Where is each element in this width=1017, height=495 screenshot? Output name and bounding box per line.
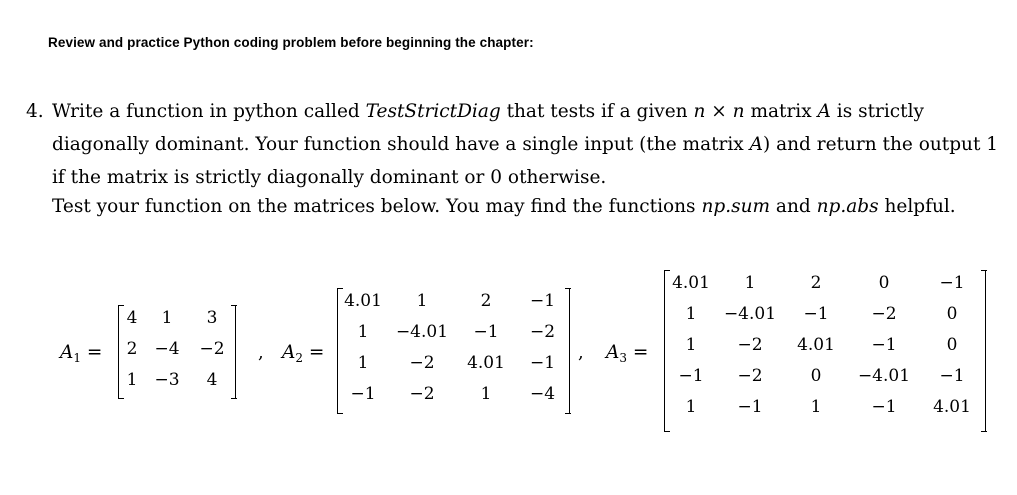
matrix-cell: −2 [871, 304, 897, 324]
matrix-cell: 1 [685, 304, 697, 324]
separator-comma: , [258, 342, 264, 363]
matrix-cell: −4.01 [395, 322, 449, 342]
matrix-cell: −4.01 [723, 304, 777, 324]
matrix-a3 [664, 270, 986, 432]
matrix-a2 [337, 288, 570, 414]
matrix-cell: 1 [161, 308, 173, 328]
matrix-cell: 0 [878, 273, 890, 293]
matrix-cell: −1 [350, 384, 376, 404]
matrix-cell: 0 [946, 335, 958, 355]
matrix-cell: −2 [529, 322, 556, 342]
matrix-cell: 1 [416, 291, 428, 311]
matrix-cell: 3 [206, 308, 218, 328]
matrix-cell: −2 [409, 353, 435, 373]
matrix-cell: −2 [737, 366, 763, 386]
matrix-cell: −1 [473, 322, 499, 342]
matrix-cell: −4.01 [857, 366, 911, 386]
matrix-cell: 1 [685, 397, 697, 417]
matrix-cell: 1 [357, 322, 369, 342]
matrix-cell: −1 [737, 397, 763, 417]
problem-line-3: if the matrix is strictly diagonally dominant or 0 otherwise. [52, 167, 607, 188]
matrix-cell: −1 [529, 353, 556, 373]
matrix-cell: 4.01 [344, 291, 382, 311]
matrix-cell: 0 [946, 304, 958, 324]
np-sum-function: np.sum [701, 196, 771, 217]
problem-line-2: diagonally dominant. Your function should have a single input (the matrix A) and return the output 1 [52, 134, 999, 155]
matrix-a1 [118, 305, 236, 399]
matrix-cell: 4.01 [672, 273, 710, 293]
matrix-cell: −4 [154, 339, 180, 359]
matrix-cell: 1 [810, 397, 822, 417]
matrix-cell: −1 [871, 335, 897, 355]
matrix-cell: 4.01 [797, 335, 835, 355]
problem-statement [26, 95, 1001, 194]
separator-comma: , [578, 342, 584, 363]
matrix-cell: −2 [737, 335, 763, 355]
matrix-cell: 4 [206, 370, 218, 390]
matrix-cell: −1 [803, 304, 829, 324]
matrix-cell: 1 [357, 353, 369, 373]
matrix-cell: −1 [678, 366, 704, 386]
matrix-cell: 2 [126, 339, 138, 359]
matrix-cell: 0 [810, 366, 822, 386]
problem-number: 4. [26, 101, 44, 122]
matrix-cell: −1 [529, 291, 556, 311]
matrix-a1-label: $A_1$ = [60, 342, 103, 365]
matrix-cell: 1 [744, 273, 756, 293]
matrix-cell: 2 [810, 273, 822, 293]
matrix-cell: −2 [199, 339, 225, 359]
matrix-cell: 1 [685, 335, 697, 355]
np-abs-function: np.abs [816, 196, 879, 217]
matrix-cell: −3 [154, 370, 180, 390]
matrix-cell: −1 [939, 273, 965, 293]
matrix-cell: −1 [939, 366, 965, 386]
matrix-cell: 4.01 [467, 353, 505, 373]
instruction-header: Review and practice Python coding problem before beginning the chapter: [48, 35, 534, 50]
matrix-a3-label: $A_3$ = [606, 342, 649, 365]
matrix-cell: 4.01 [933, 397, 971, 417]
matrix-cell: −1 [871, 397, 897, 417]
function-name: TestStrictDiag [365, 101, 501, 122]
matrix-cell: 1 [126, 370, 138, 390]
matrix-cell: −4 [529, 384, 556, 404]
matrix-cell: 2 [480, 291, 492, 311]
matrix-cell: 1 [480, 384, 492, 404]
matrix-cell: −2 [409, 384, 435, 404]
test-instruction: Test your function on the matrices below. You may find the functions np.sum and np.abs helpful. [52, 196, 956, 217]
matrix-cell: 4 [126, 308, 138, 328]
problem-line-1: Write a function in python called TestStrictDiag that tests if a given n × n matrix A is strictly [52, 101, 924, 122]
matrix-a2-label: $A_2$ = [282, 342, 325, 365]
